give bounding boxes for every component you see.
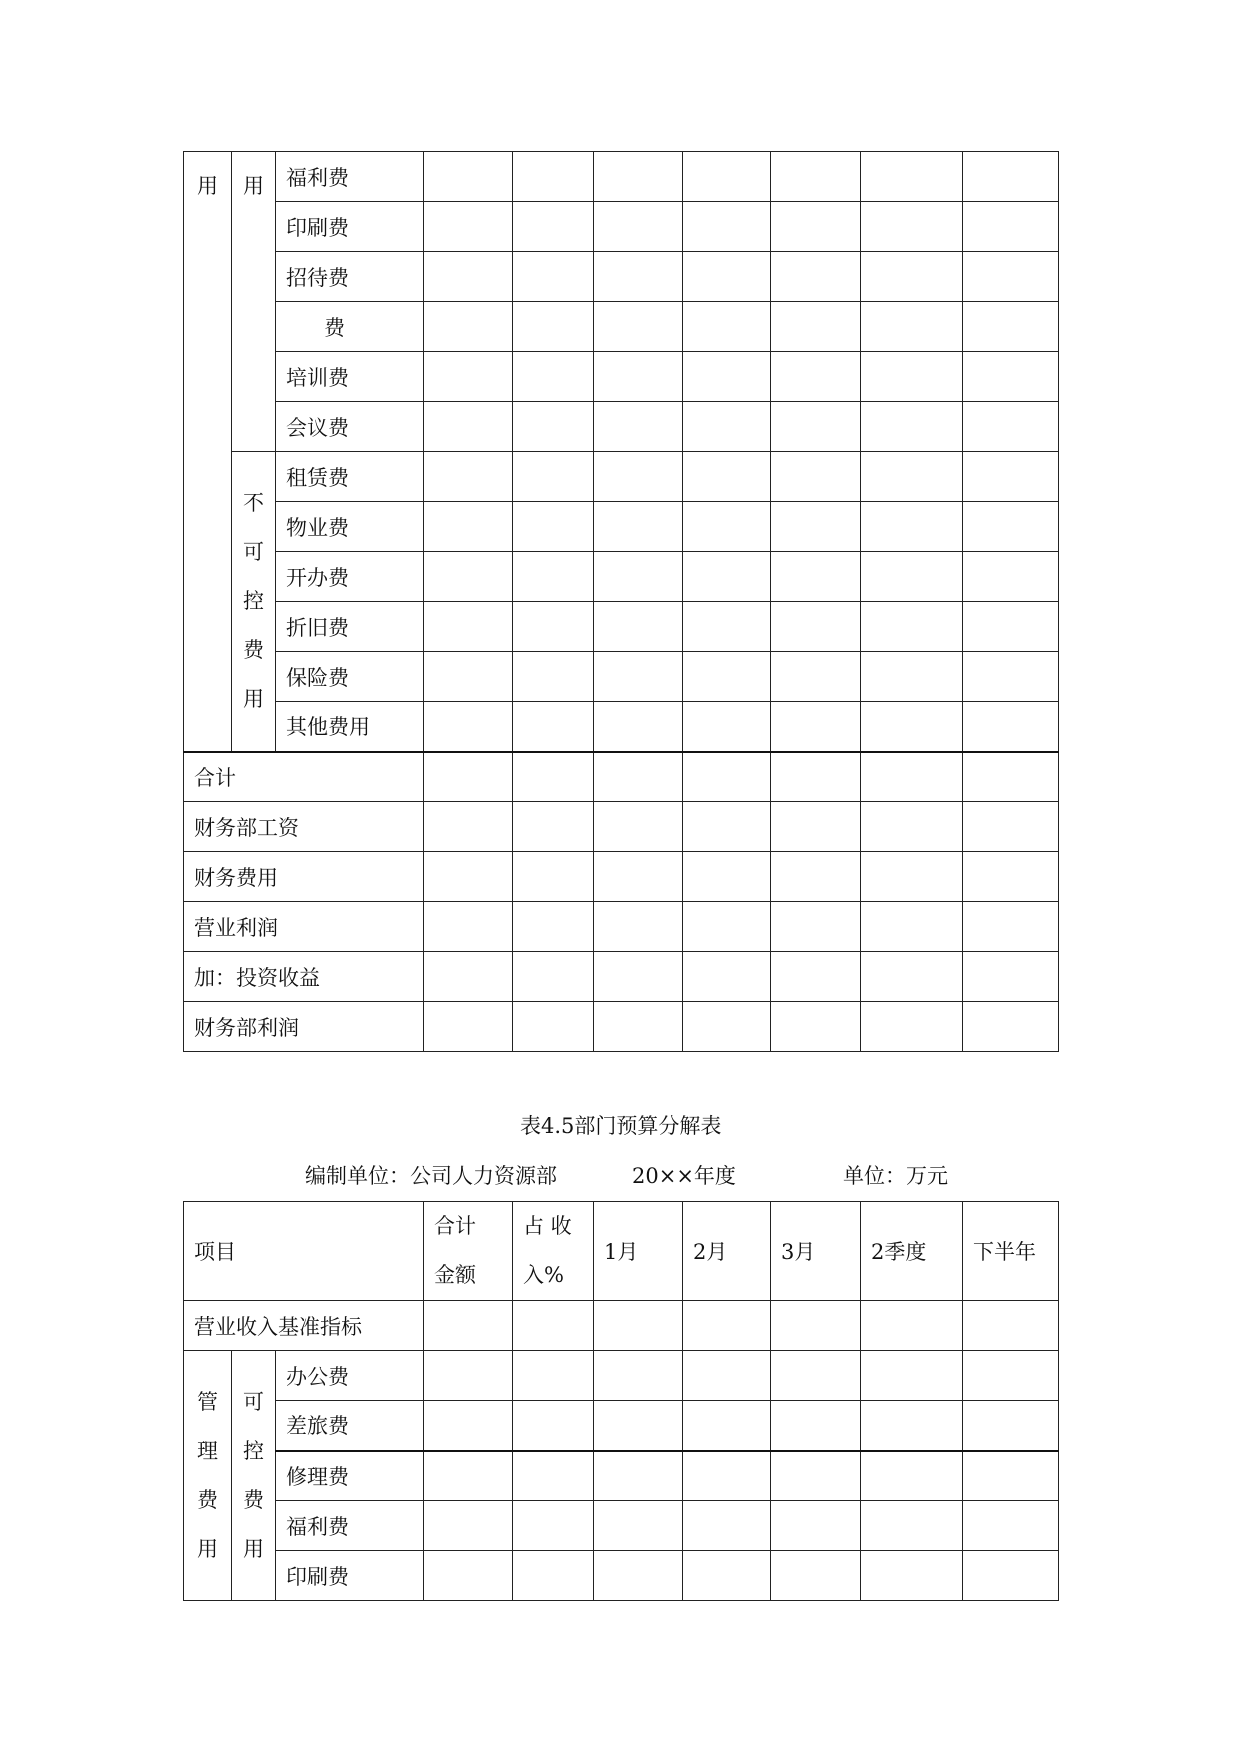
table-cell bbox=[771, 402, 861, 452]
table-cell bbox=[513, 1551, 594, 1601]
table-cell bbox=[861, 852, 963, 902]
table-cell bbox=[963, 902, 1059, 952]
table-cell bbox=[963, 452, 1059, 502]
table-row bbox=[184, 702, 1059, 752]
table-cell bbox=[594, 1501, 683, 1551]
base-label: 营业收入基准指标 bbox=[184, 1301, 424, 1351]
table-cell bbox=[963, 152, 1059, 202]
header-item: 项目 bbox=[184, 1202, 424, 1301]
table-cell bbox=[861, 452, 963, 502]
table-cell bbox=[594, 752, 683, 802]
table-cell bbox=[963, 552, 1059, 602]
table-cell bbox=[771, 202, 861, 252]
table-cell bbox=[963, 1351, 1059, 1401]
summary-label: 加：投资收益 bbox=[184, 952, 424, 1002]
table-cell bbox=[771, 1551, 861, 1601]
summary-label: 合计 bbox=[184, 752, 424, 802]
table-cell bbox=[683, 1551, 771, 1601]
table-cell bbox=[594, 802, 683, 852]
table-cell bbox=[771, 702, 861, 752]
table-cell bbox=[513, 1301, 594, 1351]
expense-label: 修理费 bbox=[276, 1451, 424, 1501]
expense-label: 会议费 bbox=[276, 402, 424, 452]
table-cell bbox=[771, 1451, 861, 1501]
header-m3: 3月 bbox=[771, 1202, 861, 1301]
header-row bbox=[184, 1202, 1059, 1301]
table-cell bbox=[594, 1551, 683, 1601]
table-cell bbox=[963, 402, 1059, 452]
table-cell bbox=[513, 302, 594, 352]
table-cell bbox=[513, 952, 594, 1002]
table-cell bbox=[424, 502, 513, 552]
management-expense-label: 管 理 费 用 bbox=[184, 1351, 232, 1601]
table-cell bbox=[963, 502, 1059, 552]
table-cell bbox=[594, 1002, 683, 1052]
table-cell bbox=[594, 402, 683, 452]
table-cell bbox=[861, 902, 963, 952]
table-cell bbox=[594, 252, 683, 302]
expense-label: 办公费 bbox=[276, 1351, 424, 1401]
table-cell bbox=[683, 1351, 771, 1401]
table-cell bbox=[424, 1551, 513, 1601]
table-row bbox=[184, 502, 1059, 552]
table-cell bbox=[861, 202, 963, 252]
table-cell bbox=[594, 452, 683, 502]
year-line: 20××年度 bbox=[632, 1164, 736, 1188]
table-cell bbox=[594, 552, 683, 602]
expense-label: 开办费 bbox=[276, 552, 424, 602]
table-cell bbox=[513, 402, 594, 452]
table-row bbox=[184, 1501, 1059, 1551]
budget-table-continued bbox=[183, 151, 1059, 1052]
table-cell bbox=[963, 702, 1059, 752]
table-cell bbox=[963, 1501, 1059, 1551]
table-cell bbox=[424, 552, 513, 602]
expense-label: 折旧费 bbox=[276, 602, 424, 652]
table-cell bbox=[963, 1551, 1059, 1601]
table-cell bbox=[683, 502, 771, 552]
table-cell bbox=[594, 852, 683, 902]
org-line: 编制单位：公司人力资源部 bbox=[305, 1164, 557, 1188]
table-cell bbox=[683, 352, 771, 402]
expense-label: 费 bbox=[276, 302, 424, 352]
table-cell bbox=[963, 1002, 1059, 1052]
table-cell bbox=[424, 602, 513, 652]
summary-label: 财务部工资 bbox=[184, 802, 424, 852]
table-row bbox=[184, 752, 1059, 802]
table-cell bbox=[963, 602, 1059, 652]
table-cell bbox=[513, 1002, 594, 1052]
table-cell bbox=[424, 1002, 513, 1052]
table-cell bbox=[513, 352, 594, 402]
table-row bbox=[184, 1301, 1059, 1351]
header-total: 合计 金额 bbox=[424, 1202, 513, 1301]
table-cell bbox=[683, 752, 771, 802]
table-cell bbox=[771, 352, 861, 402]
table-cell bbox=[513, 1451, 594, 1501]
table-cell bbox=[594, 502, 683, 552]
table-cell bbox=[594, 702, 683, 752]
table-cell bbox=[963, 652, 1059, 702]
table-cell bbox=[594, 202, 683, 252]
table-cell bbox=[424, 752, 513, 802]
expense-label: 差旅费 bbox=[276, 1401, 424, 1451]
table-row bbox=[184, 1351, 1059, 1401]
table-cell bbox=[594, 352, 683, 402]
table-cell bbox=[424, 202, 513, 252]
table-cell bbox=[771, 552, 861, 602]
table-cell bbox=[513, 702, 594, 752]
table-cell bbox=[594, 602, 683, 652]
table-cell bbox=[683, 802, 771, 852]
table-cell bbox=[771, 452, 861, 502]
table-cell bbox=[683, 302, 771, 352]
table-row bbox=[184, 252, 1059, 302]
table-cell bbox=[683, 452, 771, 502]
table-cell bbox=[513, 452, 594, 502]
table-cell bbox=[683, 1301, 771, 1351]
table-cell bbox=[861, 302, 963, 352]
table-cell bbox=[513, 752, 594, 802]
table-cell bbox=[963, 302, 1059, 352]
table-cell bbox=[963, 1301, 1059, 1351]
table-cell bbox=[861, 1401, 963, 1451]
table-cell bbox=[861, 152, 963, 202]
table-cell bbox=[594, 302, 683, 352]
table-cell bbox=[683, 652, 771, 702]
table-row bbox=[184, 952, 1059, 1002]
table-row bbox=[184, 1551, 1059, 1601]
controllable-expense-label: 可 控 费 用 bbox=[232, 1351, 276, 1601]
table-cell bbox=[963, 1401, 1059, 1451]
table-cell bbox=[683, 702, 771, 752]
table-cell bbox=[424, 1351, 513, 1401]
table-cell bbox=[594, 1301, 683, 1351]
table-cell bbox=[594, 652, 683, 702]
category-label-col2: 用 bbox=[232, 152, 276, 452]
table-cell bbox=[771, 252, 861, 302]
table-cell bbox=[513, 1351, 594, 1401]
table-cell bbox=[861, 952, 963, 1002]
header-m2: 2月 bbox=[683, 1202, 771, 1301]
table-cell bbox=[683, 252, 771, 302]
table-row bbox=[184, 902, 1059, 952]
table-cell bbox=[771, 802, 861, 852]
table-cell bbox=[683, 902, 771, 952]
table-row bbox=[184, 202, 1059, 252]
table-cell bbox=[594, 1351, 683, 1401]
table-cell bbox=[683, 402, 771, 452]
table-row bbox=[184, 552, 1059, 602]
table-row bbox=[184, 652, 1059, 702]
header-h2: 下半年 bbox=[963, 1202, 1059, 1301]
table-cell bbox=[513, 802, 594, 852]
table-cell bbox=[683, 1451, 771, 1501]
category-label-col1: 用 bbox=[184, 152, 232, 752]
summary-label: 财务部利润 bbox=[184, 1002, 424, 1052]
table-row bbox=[184, 402, 1059, 452]
table-row bbox=[184, 602, 1059, 652]
table-cell bbox=[683, 202, 771, 252]
table-cell bbox=[513, 552, 594, 602]
table-cell bbox=[771, 1301, 861, 1351]
table-cell bbox=[513, 902, 594, 952]
table-cell bbox=[963, 752, 1059, 802]
table-cell bbox=[861, 802, 963, 852]
table-cell bbox=[424, 902, 513, 952]
header-m1: 1月 bbox=[594, 1202, 683, 1301]
table-row bbox=[184, 1451, 1059, 1501]
table-cell bbox=[861, 652, 963, 702]
expense-label: 保险费 bbox=[276, 652, 424, 702]
uncontrollable-label: 不 可 控 费 用 bbox=[232, 452, 276, 752]
table-cell bbox=[861, 1551, 963, 1601]
table-cell bbox=[771, 1002, 861, 1052]
table-cell bbox=[424, 652, 513, 702]
table-cell bbox=[424, 852, 513, 902]
table-cell bbox=[513, 602, 594, 652]
table-row bbox=[184, 802, 1059, 852]
table-cell bbox=[771, 1501, 861, 1551]
table-cell bbox=[424, 1501, 513, 1551]
table-cell bbox=[683, 152, 771, 202]
table-row bbox=[184, 1401, 1059, 1451]
table-cell bbox=[861, 1351, 963, 1401]
department-budget-table bbox=[183, 1201, 1059, 1601]
expense-label: 招待费 bbox=[276, 252, 424, 302]
table-cell bbox=[963, 1451, 1059, 1501]
table-row bbox=[184, 1002, 1059, 1052]
table-cell bbox=[594, 1451, 683, 1501]
table-cell bbox=[683, 952, 771, 1002]
expense-label: 印刷费 bbox=[276, 202, 424, 252]
table-cell bbox=[861, 1002, 963, 1052]
table-cell bbox=[424, 702, 513, 752]
table-cell bbox=[594, 952, 683, 1002]
table-cell bbox=[424, 352, 513, 402]
table-cell bbox=[771, 1351, 861, 1401]
table-cell bbox=[963, 202, 1059, 252]
table-cell bbox=[424, 802, 513, 852]
table-cell bbox=[424, 952, 513, 1002]
table-cell bbox=[683, 1002, 771, 1052]
summary-label: 营业利润 bbox=[184, 902, 424, 952]
table-cell bbox=[424, 152, 513, 202]
table-cell bbox=[861, 352, 963, 402]
table-cell bbox=[861, 1301, 963, 1351]
table-cell bbox=[771, 302, 861, 352]
expense-label: 福利费 bbox=[276, 152, 424, 202]
table-row bbox=[184, 452, 1059, 502]
table-cell bbox=[513, 152, 594, 202]
table-cell bbox=[771, 502, 861, 552]
expense-label: 物业费 bbox=[276, 502, 424, 552]
header-q2: 2季度 bbox=[861, 1202, 963, 1301]
table-cell bbox=[513, 652, 594, 702]
table-cell bbox=[594, 902, 683, 952]
table-cell bbox=[683, 1501, 771, 1551]
table-row bbox=[184, 352, 1059, 402]
table-cell bbox=[424, 1301, 513, 1351]
table-cell bbox=[424, 452, 513, 502]
table-cell bbox=[513, 852, 594, 902]
table-cell bbox=[513, 252, 594, 302]
table-cell bbox=[963, 952, 1059, 1002]
table-cell bbox=[424, 1401, 513, 1451]
table-cell bbox=[861, 402, 963, 452]
table-cell bbox=[771, 152, 861, 202]
table-cell bbox=[424, 402, 513, 452]
table-cell bbox=[861, 1451, 963, 1501]
table-cell bbox=[861, 1501, 963, 1551]
header-pct: 占 收 入% bbox=[513, 1202, 594, 1301]
table-cell bbox=[771, 652, 861, 702]
table-cell bbox=[771, 752, 861, 802]
table-cell bbox=[771, 852, 861, 902]
expense-label: 其他费用 bbox=[276, 702, 424, 752]
table-cell bbox=[683, 852, 771, 902]
table-caption: 表4.5部门预算分解表 bbox=[520, 1114, 722, 1138]
expense-label: 印刷费 bbox=[276, 1551, 424, 1601]
table-cell bbox=[861, 252, 963, 302]
table-row bbox=[184, 152, 1059, 202]
table-cell bbox=[683, 602, 771, 652]
table-cell bbox=[963, 802, 1059, 852]
table-cell bbox=[771, 952, 861, 1002]
table-cell bbox=[424, 252, 513, 302]
table-cell bbox=[861, 552, 963, 602]
expense-label: 福利费 bbox=[276, 1501, 424, 1551]
table-cell bbox=[683, 552, 771, 602]
table-cell bbox=[963, 252, 1059, 302]
table-cell bbox=[424, 1451, 513, 1501]
table-cell bbox=[771, 1401, 861, 1451]
table-row bbox=[184, 852, 1059, 902]
table-row bbox=[184, 302, 1059, 352]
expense-label: 培训费 bbox=[276, 352, 424, 402]
table-cell bbox=[771, 602, 861, 652]
table-cell bbox=[683, 1401, 771, 1451]
table-cell bbox=[594, 152, 683, 202]
unit-line: 单位：万元 bbox=[843, 1164, 948, 1188]
table-cell bbox=[861, 702, 963, 752]
table-cell bbox=[594, 1401, 683, 1451]
table-cell bbox=[513, 1501, 594, 1551]
table-cell bbox=[513, 502, 594, 552]
table-cell bbox=[861, 502, 963, 552]
summary-label: 财务费用 bbox=[184, 852, 424, 902]
table-cell bbox=[963, 352, 1059, 402]
table-cell bbox=[771, 902, 861, 952]
table-cell bbox=[513, 1401, 594, 1451]
table-cell bbox=[861, 602, 963, 652]
expense-label: 租赁费 bbox=[276, 452, 424, 502]
table-cell bbox=[424, 302, 513, 352]
table-cell bbox=[861, 752, 963, 802]
table-cell bbox=[513, 202, 594, 252]
table-cell bbox=[963, 852, 1059, 902]
